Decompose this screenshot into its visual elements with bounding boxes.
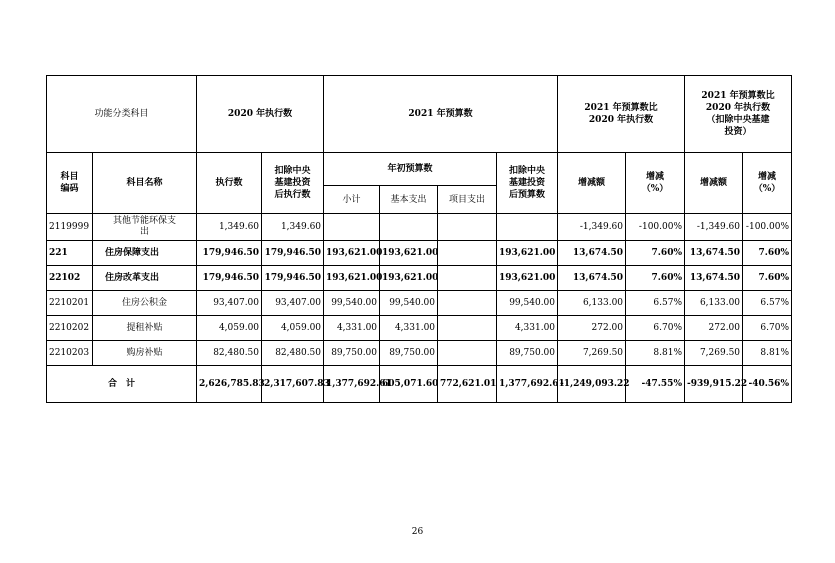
- exec-amount-header: 执行数: [197, 153, 262, 214]
- row-subtotal: 89,750.00: [324, 341, 380, 366]
- code-header-line1: 科目: [60, 172, 79, 182]
- row-pct-b: 6.57%: [743, 291, 792, 316]
- row-change-b: 6,133.00: [685, 291, 743, 316]
- row-name: 提租补贴: [93, 316, 197, 341]
- change-pct-b-line2: （%）: [753, 184, 781, 194]
- row-pct-a: 6.70%: [626, 316, 685, 341]
- row-name: 住房改革支出: [93, 266, 197, 291]
- row-exec: 93,407.00: [197, 291, 262, 316]
- row-pct-b: 7.60%: [743, 241, 792, 266]
- project-exp-header: 项目支出: [438, 186, 497, 214]
- func-class-header: 功能分类科目: [47, 76, 197, 153]
- excl-exec-line1: 扣除中央: [274, 166, 311, 176]
- row-pct-b: 8.81%: [743, 341, 792, 366]
- total-project: 772,621.01: [438, 366, 497, 403]
- row-code: 22102: [47, 266, 93, 291]
- row-project: [438, 266, 497, 291]
- table-row: [47, 291, 792, 316]
- total-subtotal: 1,377,692.61: [324, 366, 380, 403]
- compare-b-line4: 投资）: [724, 127, 752, 137]
- excl-budget-line2: 基建投资: [509, 178, 546, 188]
- row-basic: 4,331.00: [380, 316, 438, 341]
- row-exec: 1,349.60: [197, 214, 262, 241]
- subject-name-header: 科目名称: [93, 153, 197, 214]
- excl-budget-line1: 扣除中央: [509, 166, 546, 176]
- row-basic: 193,621.00: [380, 241, 438, 266]
- row-project: [438, 241, 497, 266]
- compare-b-header: [685, 76, 792, 153]
- row-pct-b: 6.70%: [743, 316, 792, 341]
- row-pct-b: -100.00%: [743, 214, 792, 241]
- row-change-a: 13,674.50: [558, 241, 626, 266]
- code-header-line2: 编码: [60, 184, 79, 194]
- header-row-2: [47, 153, 792, 186]
- total-pct-b: -40.56%: [743, 366, 792, 403]
- row-name: 购房补贴: [93, 341, 197, 366]
- row-exec: 82,480.50: [197, 341, 262, 366]
- total-change-b: -939,915.22: [685, 366, 743, 403]
- row-change-b: -1,349.60: [685, 214, 743, 241]
- row-code: 2210202: [47, 316, 93, 341]
- row-project: [438, 316, 497, 341]
- compare-a-line1: 2021 年预算数比: [584, 103, 658, 113]
- row-subtotal: 4,331.00: [324, 316, 380, 341]
- code-header: [47, 153, 93, 214]
- compare-a-header: [558, 76, 685, 153]
- total-row: [47, 366, 792, 403]
- row-pct-b: 7.60%: [743, 266, 792, 291]
- excl-exec-header: [262, 153, 324, 214]
- total-budget-excl: 1,377,692.61: [497, 366, 558, 403]
- table-row: [47, 316, 792, 341]
- row-pct-a: 6.57%: [626, 291, 685, 316]
- row-subtotal: [324, 214, 380, 241]
- basic-exp-header: 基本支出: [380, 186, 438, 214]
- row-change-b: 13,674.50: [685, 241, 743, 266]
- row-basic: 193,621.00: [380, 266, 438, 291]
- total-change-a: -1,249,093.22: [558, 366, 626, 403]
- row-name: 其他节能环保支出: [93, 214, 197, 241]
- row-change-a: 6,133.00: [558, 291, 626, 316]
- budget-2021-header: 2021 年预算数: [324, 76, 558, 153]
- row-budget-excl: 4,331.00: [497, 316, 558, 341]
- table-row: [47, 266, 792, 291]
- row-project: [438, 291, 497, 316]
- initial-budget-header: 年初预算数: [324, 153, 497, 186]
- row-change-a: 13,674.50: [558, 266, 626, 291]
- exec-2020-header: 2020 年执行数: [197, 76, 324, 153]
- row-exec-excl: 82,480.50: [262, 341, 324, 366]
- row-change-b: 13,674.50: [685, 266, 743, 291]
- row-project: [438, 341, 497, 366]
- table-row: [47, 341, 792, 366]
- subtotal-header: 小计: [324, 186, 380, 214]
- row-subtotal: 99,540.00: [324, 291, 380, 316]
- row-basic: 89,750.00: [380, 341, 438, 366]
- row-budget-excl: 193,621.00: [497, 241, 558, 266]
- total-basic: 605,071.60: [380, 366, 438, 403]
- compare-b-line2: 2020 年执行数: [705, 103, 771, 113]
- change-pct-b-header: [743, 153, 792, 214]
- row-budget-excl: [497, 214, 558, 241]
- budget-table: [46, 75, 792, 403]
- row-basic: 99,540.00: [380, 291, 438, 316]
- row-basic: [380, 214, 438, 241]
- row-exec-excl: 4,059.00: [262, 316, 324, 341]
- row-subtotal: 193,621.00: [324, 266, 380, 291]
- total-exec-excl: 2,317,607.83: [262, 366, 324, 403]
- header-row-1: [47, 76, 792, 153]
- table-row: [47, 214, 792, 241]
- excl-exec-line2: 基建投资: [274, 178, 311, 188]
- row-exec-excl: 1,349.60: [262, 214, 324, 241]
- change-amount-b-header: 增减额: [685, 153, 743, 214]
- row-code: 2210201: [47, 291, 93, 316]
- change-pct-a-line2: （%）: [641, 184, 669, 194]
- row-change-b: 7,269.50: [685, 341, 743, 366]
- total-pct-a: -47.55%: [626, 366, 685, 403]
- table-row: [47, 241, 792, 266]
- row-project: [438, 214, 497, 241]
- row-pct-a: 7.60%: [626, 266, 685, 291]
- excl-exec-line3: 后执行数: [274, 190, 311, 200]
- compare-a-line2: 2020 年执行数: [588, 115, 654, 125]
- row-code: 2119999: [47, 214, 93, 241]
- total-label: 合 计: [47, 366, 197, 403]
- row-exec: 179,946.50: [197, 266, 262, 291]
- row-pct-a: 8.81%: [626, 341, 685, 366]
- change-pct-a-line1: 增减: [646, 172, 665, 182]
- total-exec: 2,626,785.83: [197, 366, 262, 403]
- page-number: 26: [411, 527, 424, 537]
- row-code: 2210203: [47, 341, 93, 366]
- row-name: 住房公积金: [93, 291, 197, 316]
- row-exec-excl: 179,946.50: [262, 241, 324, 266]
- row-exec: 179,946.50: [197, 241, 262, 266]
- change-pct-b-line1: 增减: [758, 172, 777, 182]
- row-budget-excl: 99,540.00: [497, 291, 558, 316]
- compare-b-line1: 2021 年预算数比: [701, 91, 775, 101]
- row-change-a: 7,269.50: [558, 341, 626, 366]
- row-exec-excl: 179,946.50: [262, 266, 324, 291]
- row-change-b: 272.00: [685, 316, 743, 341]
- row-name: 住房保障支出: [93, 241, 197, 266]
- row-code: 221: [47, 241, 93, 266]
- excl-budget-line3: 后预算数: [509, 190, 546, 200]
- row-pct-a: -100.00%: [626, 214, 685, 241]
- row-exec: 4,059.00: [197, 316, 262, 341]
- change-amount-a-header: 增减额: [558, 153, 626, 214]
- row-subtotal: 193,621.00: [324, 241, 380, 266]
- row-budget-excl: 89,750.00: [497, 341, 558, 366]
- change-pct-a-header: [626, 153, 685, 214]
- compare-b-line3: （扣除中央基建: [706, 115, 770, 125]
- row-pct-a: 7.60%: [626, 241, 685, 266]
- excl-budget-header: [497, 153, 558, 214]
- row-change-a: -1,349.60: [558, 214, 626, 241]
- row-budget-excl: 193,621.00: [497, 266, 558, 291]
- row-exec-excl: 93,407.00: [262, 291, 324, 316]
- row-change-a: 272.00: [558, 316, 626, 341]
